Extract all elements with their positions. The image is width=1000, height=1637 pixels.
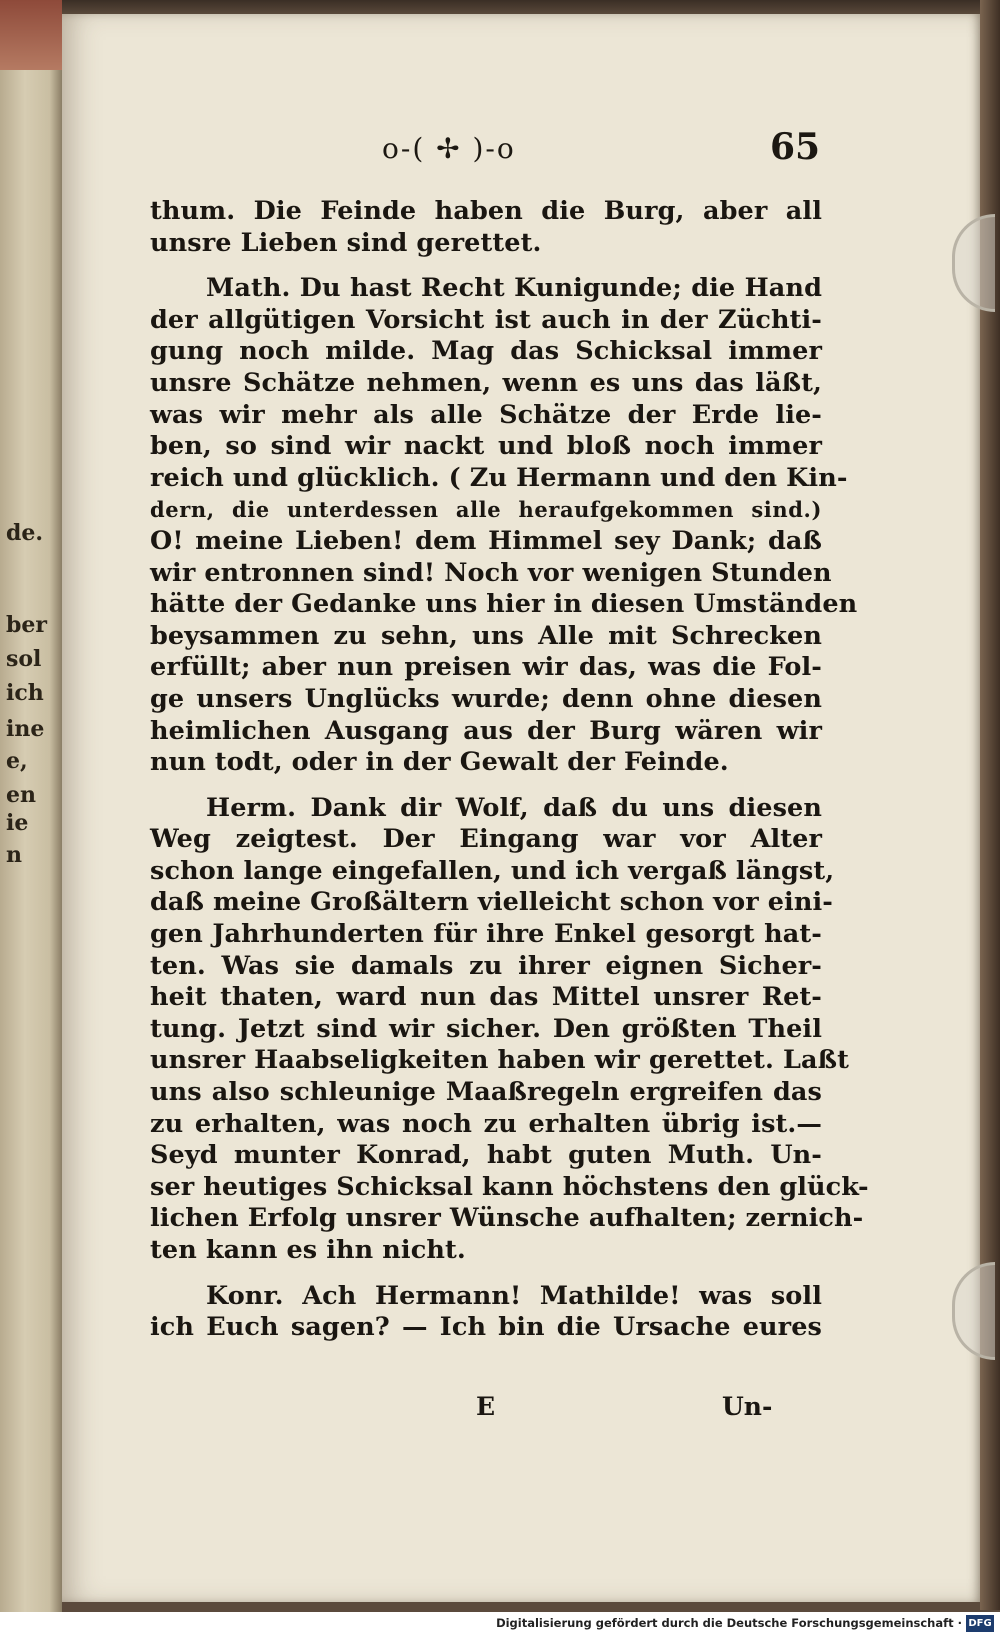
- text-line: Herm. Dank dir Wolf, daß du uns diesen: [206, 792, 822, 823]
- text-line: ben, so sind wir nackt und bloß noch immer: [150, 431, 822, 462]
- text-line: thum. Die Feinde haben die Burg, aber all: [150, 196, 822, 226]
- header-ornament: o-( ✢ )-o: [382, 132, 516, 165]
- text-line: reich und glücklich. ( Zu Hermann und den Kin-: [150, 462, 848, 493]
- left-page-fragment: e,: [6, 748, 28, 774]
- text-line: heimlichen Ausgang aus der Burg wären wir: [150, 715, 822, 746]
- text-line: zu erhalten, was noch zu erhalten übrig ist.—: [150, 1108, 822, 1139]
- text-line: ge unsers Unglücks wurde; denn ohne diesen: [150, 683, 822, 714]
- text-line: schon lange eingefallen, und ich vergaß längst,: [150, 855, 835, 886]
- left-page-fragment: ine: [6, 716, 45, 742]
- text-line: gung noch milde. Mag das Schicksal immer: [150, 336, 822, 367]
- text-line: beysammen zu sehn, uns Alle mit Schrecken: [150, 620, 822, 651]
- left-page-fragment: en: [6, 782, 36, 808]
- text-line: Weg zeigtest. Der Eingang war vor Alter: [150, 824, 822, 855]
- left-page-fragment: ich: [6, 680, 44, 706]
- text-line: Math. Du hast Recht Kunigunde; die Hand: [206, 273, 822, 304]
- footer-credit: Digitalisierung gefördert durch die Deutsche Forschungsgemeinschaft ·: [496, 1616, 962, 1630]
- text-line: O! meine Lieben! dem Himmel sey Dank; daß: [150, 525, 822, 556]
- left-page-fragment: ber: [6, 612, 47, 638]
- text-line: unsrer Haabseligkeiten haben wir gerettet. Laßt: [150, 1045, 849, 1076]
- paragraph-gap: [150, 779, 822, 793]
- text-line: Konr. Ach Hermann! Mathilde! was soll: [206, 1280, 822, 1311]
- dfg-logo: DFG: [966, 1615, 994, 1632]
- text-line: erfüllt; aber nun preisen wir das, was die Fol-: [150, 652, 822, 683]
- left-page-fragment: ie: [6, 810, 29, 836]
- text-line: uns also schleunige Maaßregeln ergreifen das: [150, 1077, 822, 1108]
- binding-corner: [0, 0, 62, 70]
- digitization-footer: [0, 1612, 1000, 1637]
- text-line: hätte der Gedanke uns hier in diesen Umständen: [150, 589, 858, 620]
- left-page-fragment: n: [6, 842, 22, 868]
- text-line: gen Jahrhunderten für ihre Enkel gesorgt hat-: [150, 919, 822, 950]
- text-line: unsre Schätze nehmen, wenn es uns das läßt,: [150, 367, 822, 398]
- left-page-strip: [0, 0, 62, 1637]
- text-line: lichen Erfolg unsrer Wünsche aufhalten; zernich-: [150, 1203, 864, 1234]
- text-line: ten. Was sie damals zu ihrer eignen Sicher-: [150, 950, 822, 981]
- text-line: wir entronnen sind! Noch vor wenigen Stunden: [150, 557, 832, 588]
- text-line: der allgütigen Vorsicht ist auch in der Züchti-: [150, 304, 822, 335]
- paragraph-gap: [150, 259, 822, 273]
- catchword: Un-: [722, 1392, 773, 1421]
- text-line: was wir mehr als alle Schätze der Erde lie-: [150, 399, 822, 430]
- left-page-fragment: de.: [6, 520, 44, 546]
- page-number: 65: [770, 126, 821, 168]
- text-line: dern, die unterdessen alle heraufgekommen sind.): [150, 497, 822, 523]
- left-page-fragment: sol: [6, 646, 42, 672]
- text-line: heit thaten, ward nun das Mittel unsrer Ret-: [150, 982, 822, 1013]
- body-text: [150, 196, 869, 1344]
- text-line: tung. Jetzt sind wir sicher. Den größten Theil: [150, 1013, 822, 1044]
- paragraph-gap: [150, 1267, 822, 1281]
- text-line: unsre Lieben sind gerettet.: [150, 227, 542, 258]
- text-line: Seyd munter Konrad, habt guten Muth. Un-: [150, 1140, 822, 1171]
- text-line: ten kann es ihn nicht.: [150, 1235, 466, 1265]
- signature-mark: E: [476, 1392, 496, 1421]
- text-line: daß meine Großältern vielleicht schon vor eini-: [150, 887, 833, 918]
- page-header: [382, 126, 822, 172]
- text-line: ich Euch sagen? — Ich bin die Ursache eures: [150, 1312, 822, 1343]
- text-line: nun todt, oder in der Gewalt der Feinde.: [150, 747, 729, 778]
- text-line: ser heutiges Schicksal kann höchstens den glück-: [150, 1171, 869, 1202]
